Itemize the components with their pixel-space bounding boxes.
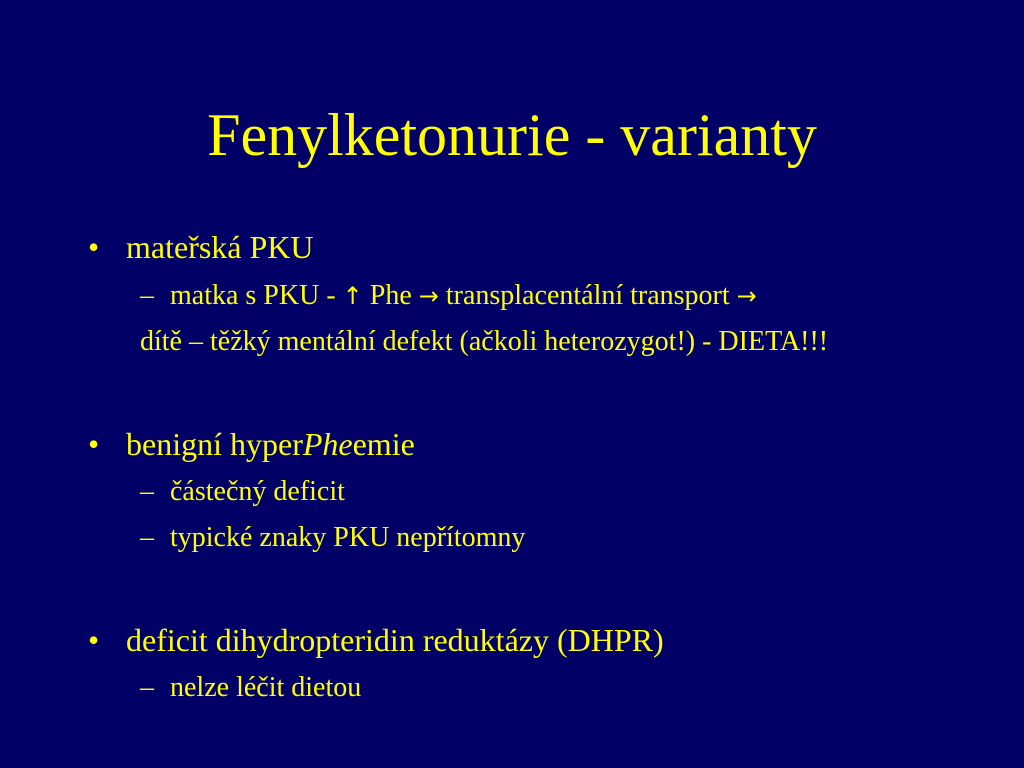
sub-item-partial-deficit	[140, 475, 345, 509]
slide-title: Fenylketonurie - varianty	[207, 102, 817, 168]
bullet-icon: •	[88, 426, 100, 462]
sub-text-part: matka s PKU -	[170, 280, 343, 311]
sub-item-no-typical-signs	[140, 521, 525, 555]
bullet-text: deficit dihydropteridin reduktázy (DHPR)	[126, 622, 664, 658]
sub-text: typické znaky PKU nepřítomny	[170, 522, 526, 553]
dash-icon: –	[140, 522, 154, 553]
sub-item-maternal-transport	[140, 279, 757, 313]
sub-text: částečný deficit	[170, 476, 345, 507]
bullet-icon: •	[88, 622, 100, 658]
sub-text: nelze léčit dietou	[170, 672, 362, 703]
bullet-text-italic: Phe	[302, 426, 353, 462]
arrow-up-icon: ↑	[342, 282, 363, 310]
sub-item-continuation: dítě – těžký mentální defekt (ačkoli heterozygot!) - DIETA!!!	[140, 326, 829, 357]
bullet-item-maternal-pku	[88, 228, 314, 266]
bullet-text-part: benigní hyper	[126, 426, 303, 462]
sub-item-not-treatable-by-diet	[140, 671, 361, 705]
dash-icon: –	[140, 476, 154, 507]
arrow-right-icon: →	[418, 282, 439, 310]
bullet-text: mateřská PKU	[126, 229, 314, 265]
bullet-item-dhpr-deficit	[88, 621, 664, 659]
sub-text-part: transplacentální transport	[438, 280, 737, 311]
bullet-text-part: emie	[352, 426, 415, 462]
arrow-right-icon: →	[736, 282, 757, 310]
dash-icon: –	[140, 280, 154, 311]
dash-icon: –	[140, 672, 154, 703]
bullet-item-benign-hyperpheemia	[88, 425, 415, 463]
sub-text-part: Phe	[362, 280, 419, 311]
bullet-icon: •	[88, 229, 100, 265]
